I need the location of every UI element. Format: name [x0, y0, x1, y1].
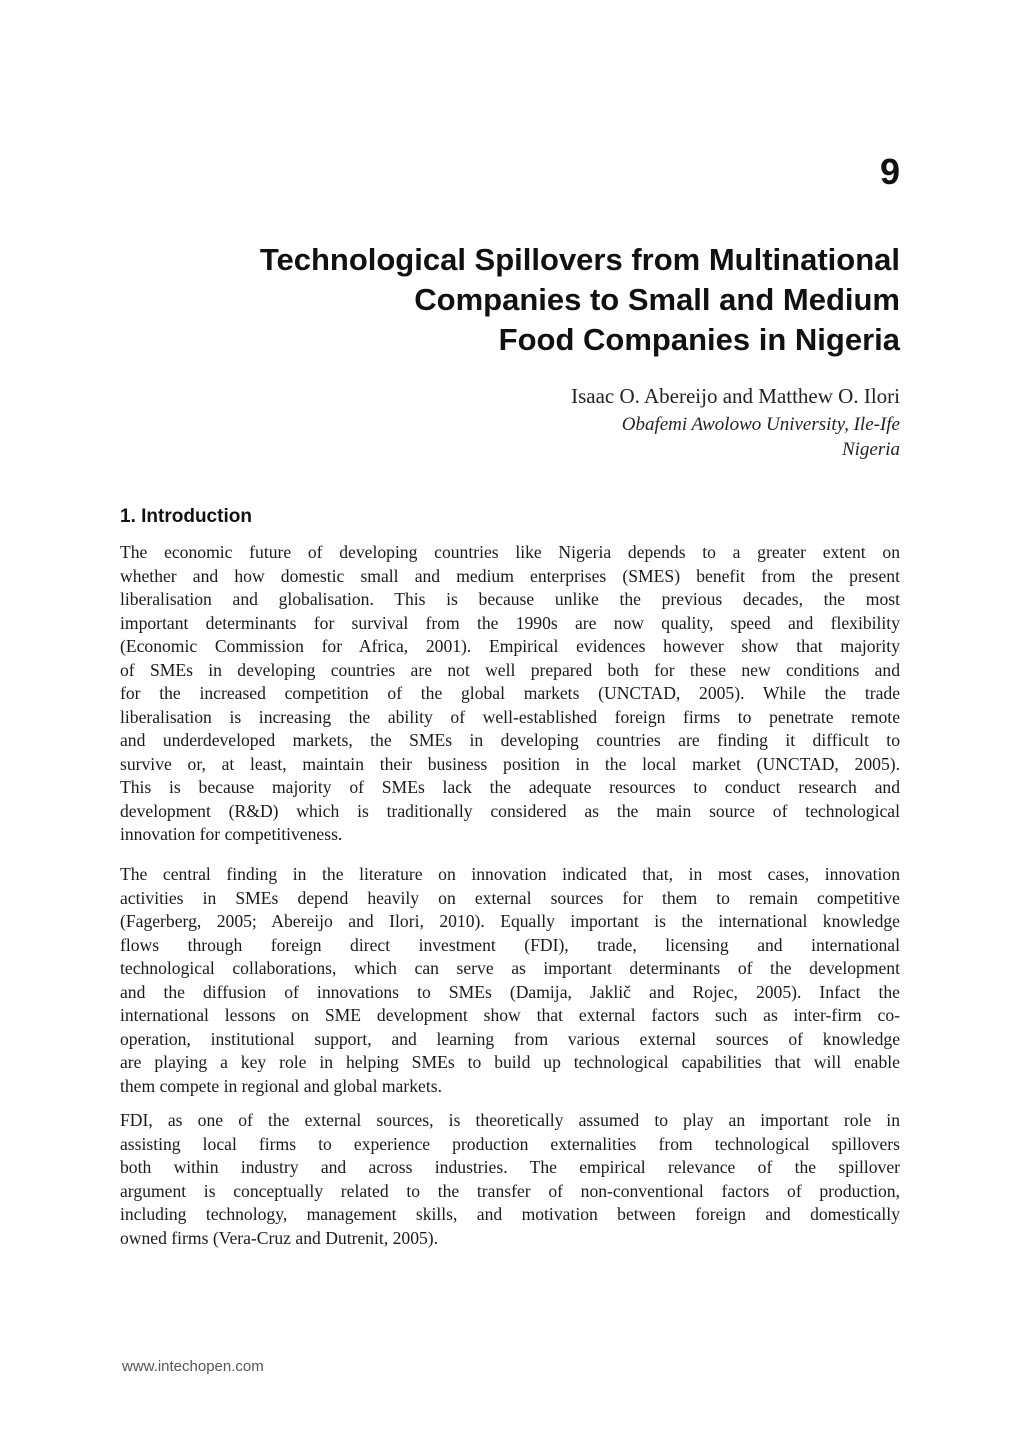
paragraph-line: international lessons on SME development show that external factors such as inter-firm co- — [120, 1005, 900, 1025]
paragraph-line: both within industry and across industries. The empirical relevance of the spillover — [120, 1157, 900, 1177]
paragraph-line: for the increased competition of the global markets (UNCTAD, 2005). While the trade — [120, 683, 900, 703]
authors: Isaac O. Abereijo and Matthew O. Ilori — [571, 384, 900, 408]
paragraph-line: The economic future of developing countries like Nigeria depends to a greater extent on — [120, 542, 900, 562]
paragraph-line: liberalisation and globalisation. This is because unlike the previous decades, the most — [120, 589, 900, 609]
paragraph-line: argument is conceptually related to the transfer of non-conventional factors of production, — [120, 1180, 900, 1201]
paragraph-line: important determinants for survival from the 1990s are now quality, speed and flexibility — [120, 612, 900, 633]
chapter-title-line: Technological Spillovers from Multinational — [259, 242, 900, 277]
paragraph-line: The central finding in the literature on innovation indicated that, in most cases, innovation — [120, 864, 900, 884]
paragraph-line: technological collaborations, which can serve as important determinants of the development — [120, 958, 900, 978]
paragraph — [120, 541, 900, 847]
paragraph-line: and underdeveloped markets, the SMEs in developing countries are finding it difficult to — [120, 730, 900, 750]
paragraph-line: activities in SMEs depend heavily on external sources for them to remain competitive — [120, 887, 900, 908]
paragraph-line: This is because majority of SMEs lack the adequate resources to conduct research and — [120, 777, 900, 797]
paragraph-line: survive or, at least, maintain their business position in the local market (UNCTAD, 2005). — [120, 753, 900, 774]
paragraph-line: are playing a key role in helping SMEs to build up technological capabilities that will enable — [120, 1052, 900, 1072]
paragraph-line: flows through foreign direct investment (FDI), trade, licensing and international — [120, 934, 900, 955]
paragraph-line: (Fagerberg, 2005; Abereijo and Ilori, 2010). Equally important is the international knowledge — [120, 911, 900, 931]
paragraph-line: them compete in regional and global markets. — [120, 1075, 442, 1096]
paragraph-line: assisting local firms to experience production externalities from technological spillovers — [120, 1133, 900, 1154]
paragraph-line: (Economic Commission for Africa, 2001). Empirical evidences however show that majority — [120, 636, 900, 656]
footer-url[interactable]: www.intechopen.com — [122, 1358, 264, 1375]
paragraph-line: including technology, management skills, and motivation between foreign and domestically — [120, 1204, 900, 1224]
paragraph-line: operation, institutional support, and learning from various external sources of knowledge — [120, 1028, 900, 1049]
paragraph-line: liberalisation is increasing the ability of well-established foreign firms to penetrate remote — [120, 706, 900, 727]
chapter-title-line: Food Companies in Nigeria — [498, 322, 900, 357]
affiliation-line: Obafemi Awolowo University, Ile-Ife — [621, 414, 900, 435]
chapter-title — [140, 240, 900, 360]
paragraph-line: FDI, as one of the external sources, is theoretically assumed to play an important role in — [120, 1110, 900, 1130]
paragraph-line: innovation for competitiveness. — [120, 824, 343, 844]
paragraph — [120, 863, 900, 1098]
paragraph-line: and the diffusion of innovations to SMEs (Damija, Jaklič and Rojec, 2005). Infact the — [120, 981, 900, 1002]
chapter-number: 9 — [879, 151, 900, 192]
affiliation-line: Nigeria — [841, 439, 900, 460]
section-heading: 1. Introduction — [120, 506, 252, 527]
paragraph-line: of SMEs in developing countries are not well prepared both for these new conditions and — [120, 659, 900, 680]
paragraph-line: development (R&D) which is traditionally considered as the main source of technological — [120, 800, 900, 821]
paragraph — [120, 1109, 900, 1250]
paragraph-line: whether and how domestic small and medium enterprises (SMES) benefit from the present — [120, 565, 900, 586]
affiliation — [300, 412, 900, 462]
paragraph-line: owned firms (Vera-Cruz and Dutrenit, 2005). — [120, 1227, 439, 1248]
chapter-title-line: Companies to Small and Medium — [414, 282, 900, 317]
